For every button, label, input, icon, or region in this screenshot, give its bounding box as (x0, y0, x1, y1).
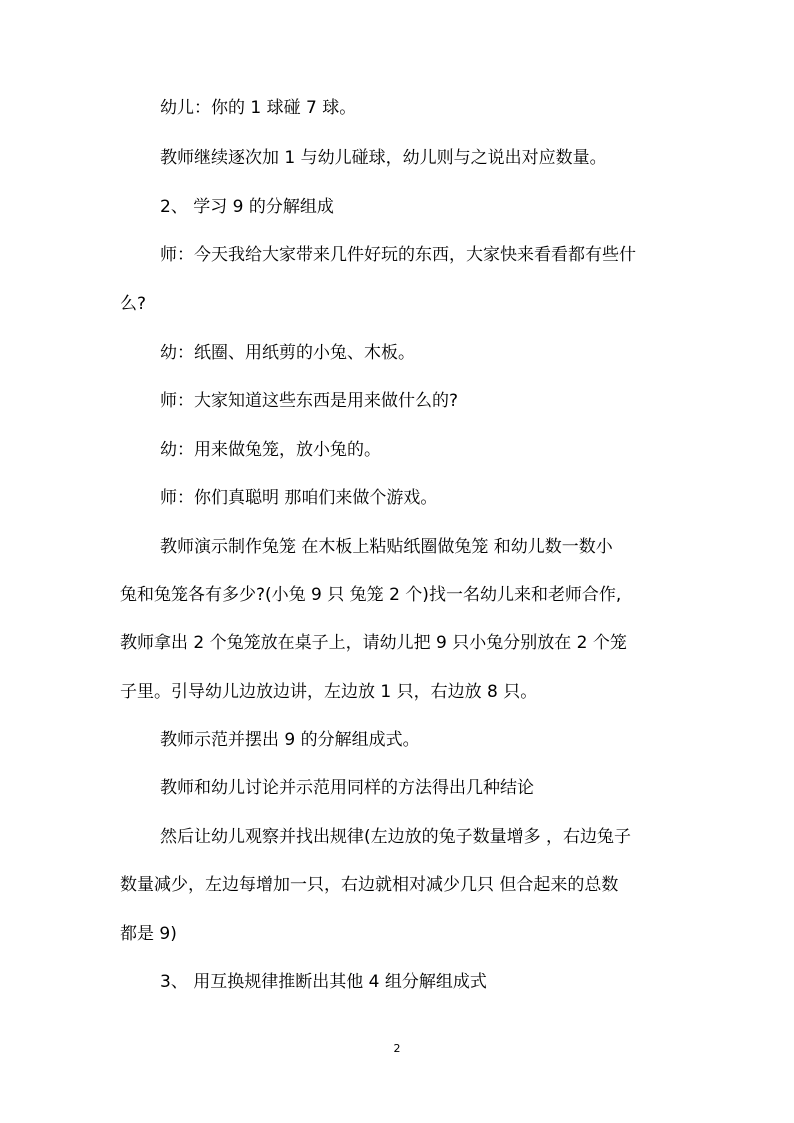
paragraph-line: 数量减少，左边每增加一只，右边就相对减少几只 但合起来的总数 (120, 875, 619, 895)
paragraph-line: 然后让幼儿观察并找出规律(左边放的兔子数量增多 ，右边兔子 (160, 827, 632, 847)
paragraph-line: 教师继续逐次加 1 与幼儿碰球，幼儿则与之说出对应数量。 (160, 148, 607, 168)
paragraph-line: 幼儿：你的 1 球碰 7 球。 (160, 98, 357, 118)
paragraph-line: 兔和兔笼各有多少?(小兔 9 只 兔笼 2 个)找一名幼儿来和老师合作, (120, 585, 622, 605)
paragraph-line: 幼：纸圈、用纸剪的小兔、木板。 (160, 343, 415, 363)
paragraph-line: 么? (120, 294, 147, 314)
paragraph-line: 教师拿出 2 个兔笼放在桌子上，请幼儿把 9 只小兔分别放在 2 个笼 (120, 633, 627, 653)
paragraph-line: 师：你们真聪明 那咱们来做个游戏。 (160, 488, 438, 508)
paragraph-line: 子里。引导幼儿边放边讲，左边放 1 只，右边放 8 只。 (120, 682, 538, 702)
paragraph-line: 教师和幼儿讨论并示范用同样的方法得出几种结论 (160, 778, 534, 798)
paragraph-line: 师：大家知道这些东西是用来做什么的? (160, 391, 459, 411)
paragraph-line: 幼：用来做兔笼，放小兔的。 (160, 440, 381, 460)
paragraph-line: 师：今天我给大家带来几件好玩的东西，大家快来看看都有些什 (160, 245, 636, 265)
section-heading: 2、 学习 9 的分解组成 (160, 197, 334, 217)
paragraph-line: 教师演示制作兔笼 在木板上粘贴纸圈做兔笼 和幼儿数一数小 (160, 537, 613, 557)
paragraph-line: 都是 9) (120, 924, 177, 944)
paragraph-line: 教师示范并摆出 9 的分解组成式。 (160, 730, 420, 750)
page-number: 2 (393, 1042, 401, 1055)
section-heading: 3、 用互换规律推断出其他 4 组分解组成式 (160, 972, 487, 992)
